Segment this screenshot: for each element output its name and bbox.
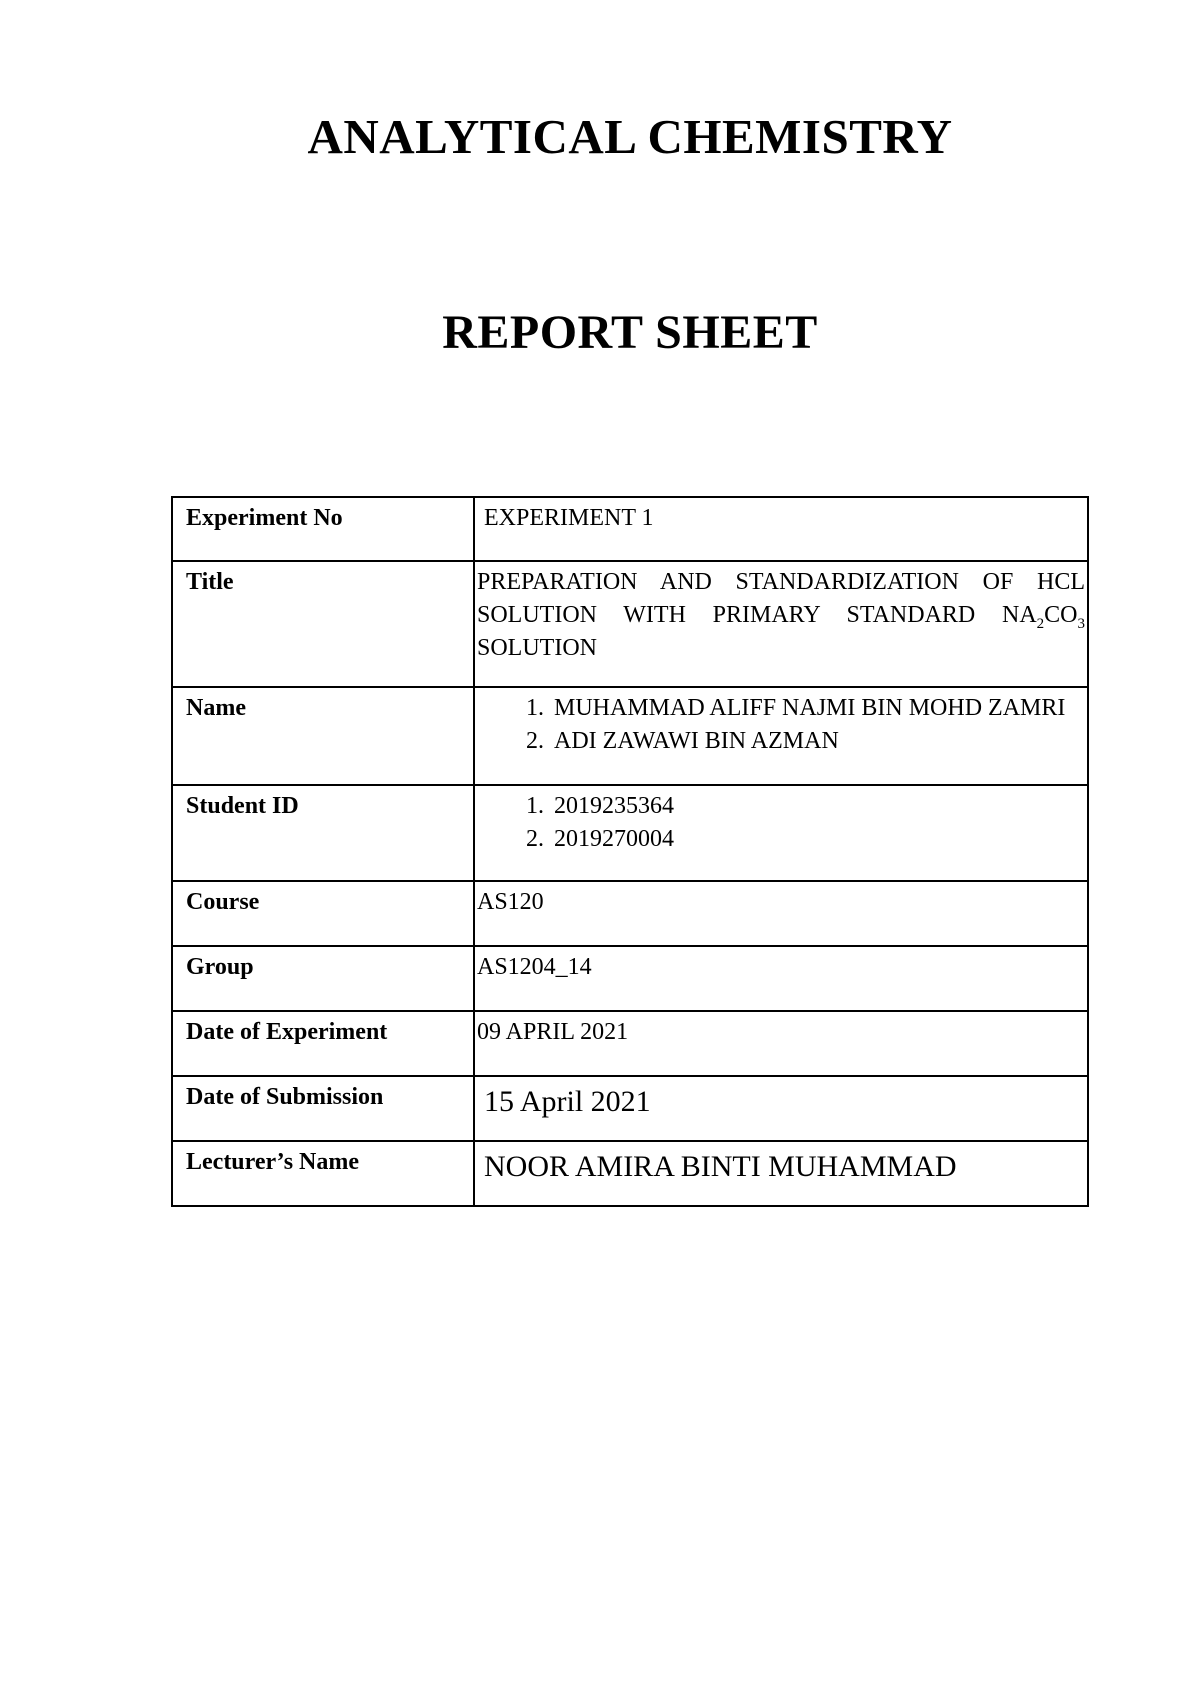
date-of-submission-label: Date of Submission [172, 1076, 474, 1141]
lecturer-name-value: NOOR AMIRA BINTI MUHAMMAD [484, 1150, 957, 1183]
student-id-list [477, 790, 1085, 856]
lecturer-name-cell [474, 1141, 1088, 1206]
name-label: Name [172, 687, 474, 785]
student-id-label: Student ID [172, 785, 474, 881]
title-value: PREPARATION AND STANDARDIZATION OF HCL SOLUTION WITH PRIMARY STANDARD $NA_2CO_3$ SOLUTION [477, 569, 1085, 661]
name-cell [474, 687, 1088, 785]
row-course [172, 881, 1088, 946]
list-item: 1. 2019235364 [550, 790, 1085, 823]
row-date-of-experiment [172, 1011, 1088, 1076]
list-item: 2. ADI ZAWAWI BIN AZMAN [550, 725, 1085, 758]
experiment-no-value: EXPERIMENT 1 [484, 505, 654, 531]
date-of-submission-value: 15 April 2021 [484, 1085, 651, 1118]
course-label: Course [172, 881, 474, 946]
title-label: Title [172, 561, 474, 687]
row-student-id [172, 785, 1088, 881]
list-item: 2. 2019270004 [550, 823, 1085, 856]
date-of-submission-cell [474, 1076, 1088, 1141]
experiment-no-cell [474, 497, 1088, 561]
student-id-cell [474, 785, 1088, 881]
document-subtitle: REPORT SHEET [442, 306, 818, 359]
date-of-experiment-label: Date of Experiment [172, 1011, 474, 1076]
row-lecturer-name [172, 1141, 1088, 1206]
experiment-no-label: Experiment No [172, 497, 474, 561]
row-name [172, 687, 1088, 785]
list-item: 1. MUHAMMAD ALIFF NAJMI BIN MOHD ZAMRI [550, 692, 1085, 725]
date-of-experiment-value: 09 APRIL 2021 [474, 1011, 1088, 1076]
row-title [172, 561, 1088, 687]
row-date-of-submission [172, 1076, 1088, 1141]
row-experiment-no [172, 497, 1088, 561]
lecturer-name-label: Lecturer’s Name [172, 1141, 474, 1206]
row-group [172, 946, 1088, 1011]
title-cell [474, 561, 1088, 687]
group-label: Group [172, 946, 474, 1011]
name-list [477, 692, 1085, 758]
report-table [171, 496, 1089, 1207]
document-title: ANALYTICAL CHEMISTRY [307, 109, 953, 164]
group-value: AS1204_14 [474, 946, 1088, 1011]
course-value: AS120 [474, 881, 1088, 946]
